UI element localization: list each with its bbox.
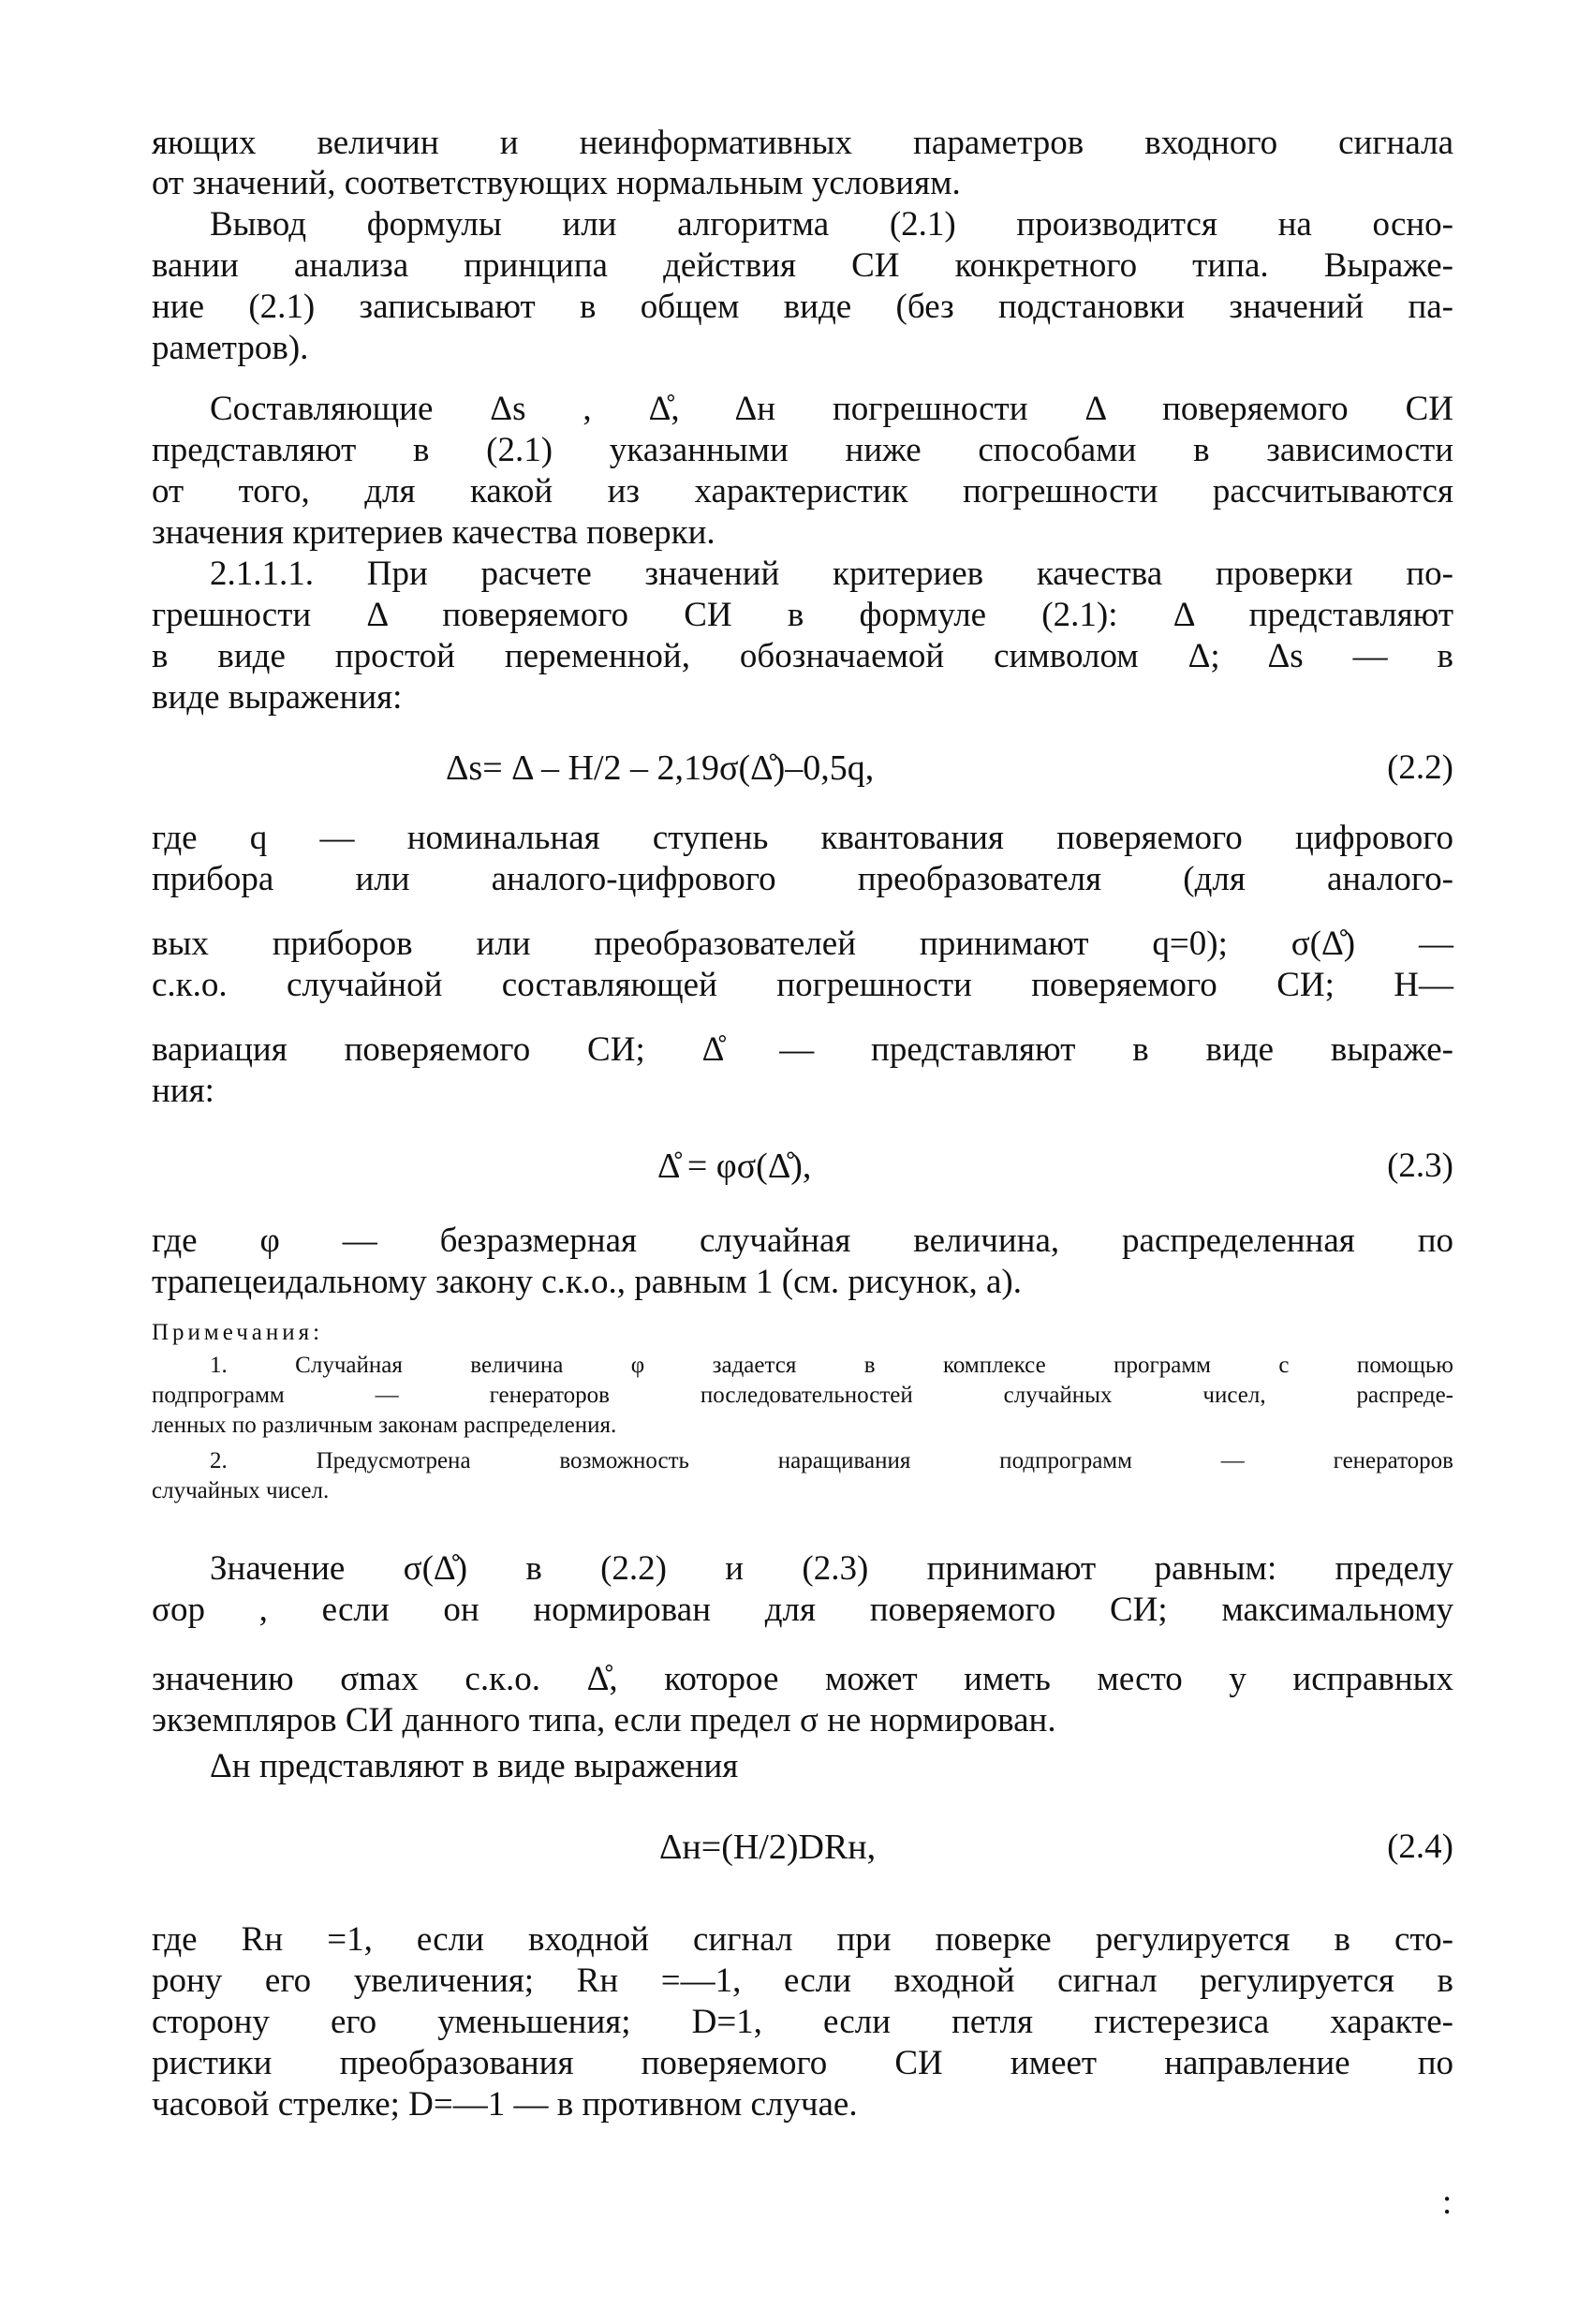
text-line: значения критериев качества поверки. (152, 513, 715, 552)
text-line: вании анализа принципа действия СИ конкретного типа. Выраже- (152, 246, 1453, 285)
text-line: значению σmax с.к.о. Δ̊, которое может иметь место у исправных (152, 1660, 1453, 1698)
text-line: Вывод формулы или алгоритма (2.1) производится на осно- (210, 205, 1453, 244)
text-line: прибора или аналого-цифрового преобразователя (для аналого- (152, 860, 1453, 898)
text-line: рону его увеличения; Rн =—1, если входной сигнал регулируется в (152, 1961, 1453, 2000)
equation-number: (2.2) (1387, 748, 1453, 787)
note-line: 1. Случайная величина φ задается в комплексе программ с помощью (210, 1353, 1453, 1378)
equation-2-2: Δs= Δ – H/2 – 2,19σ(Δ̊)–0,5q, (446, 748, 875, 788)
text-line: с.к.о. случайной составляющей погрешности поверяемого СИ; H— (152, 966, 1453, 1004)
equation-number: (2.3) (1387, 1147, 1453, 1185)
text-line: виде выражения: (152, 678, 403, 717)
text-line: вых приборов или преобразователей принимают q=0); σ(Δ̊) — (152, 925, 1453, 963)
text-line: σор , если он нормирован для поверяемого СИ; максимальному (152, 1591, 1453, 1629)
text-line: Значение σ(Δ̊) в (2.2) и (2.3) принимают равным: пределу (210, 1549, 1453, 1588)
text-line: Составляющие Δs , Δ̊, Δн погрешности Δ поверяемого СИ (210, 390, 1453, 428)
note-line: случайных чисел. (152, 1478, 330, 1503)
text-line: часовой стрелке; D=—1 — в противном случае. (152, 2085, 858, 2124)
text-line: Δн представляют в виде выражения (210, 1747, 739, 1785)
page-mark: : (1442, 2183, 1453, 2222)
text-line: в виде простой переменной, обозначаемой символом Δ; Δs — в (152, 637, 1453, 675)
text-line: сторону его уменьшения; D=1, если петля гистерезиса характе- (152, 2003, 1453, 2041)
text-line: трапецеидальному закону с.к.о., равным 1 (см. рисунок, a). (152, 1263, 1022, 1301)
text-line: ния: (152, 1072, 214, 1110)
note-line: подпрограмм — генераторов последовательностей случайных чисел, распреде- (152, 1383, 1453, 1408)
text-line: ристики преобразования поверяемого СИ имеет направление по (152, 2044, 1453, 2082)
note-line: 2. Предусмотрена возможность наращивания подпрограмм — генераторов (210, 1448, 1453, 1473)
text-line: 2.1.1.1. При расчете значений критериев качества проверки по- (210, 555, 1453, 593)
text-line: вариация поверяемого СИ; Δ̊ — представляют в виде выраже- (152, 1030, 1453, 1069)
text-line: представляют в (2.1) указанными ниже способами в зависимости (152, 431, 1453, 469)
text-line: где Rн =1, если входной сигнал при поверке регулируется в сто- (152, 1920, 1453, 1959)
text-line: грешности Δ поверяемого СИ в формуле (2.1): Δ представляют (152, 596, 1453, 634)
text-line: раметров). (152, 329, 309, 367)
text-line: где q — номинальная ступень квантования поверяемого цифрового (152, 819, 1453, 857)
notes-title: Примечания: (152, 1320, 324, 1345)
equation-number: (2.4) (1387, 1828, 1453, 1866)
text-line: ние (2.1) записывают в общем виде (без подстановки значений па- (152, 288, 1453, 326)
equation-2-3: Δ̊ = φσ(Δ̊), (657, 1147, 812, 1186)
text-line: от того, для какой из характеристик погрешности рассчитываются (152, 472, 1453, 511)
text-line: экземпляров СИ данного типа, если предел σ не нормирован. (152, 1701, 1056, 1739)
text-line: от значений, соответствующих нормальным условиям. (152, 164, 961, 202)
equation-2-4: Δн=(H/2)DRн, (659, 1828, 877, 1867)
text-line: яющих величин и неинформативных параметров входного сигнала (152, 124, 1453, 162)
note-line: ленных по различным законам распределения. (152, 1413, 617, 1438)
text-line: где φ — безразмерная случайная величина, распределенная по (152, 1221, 1453, 1260)
